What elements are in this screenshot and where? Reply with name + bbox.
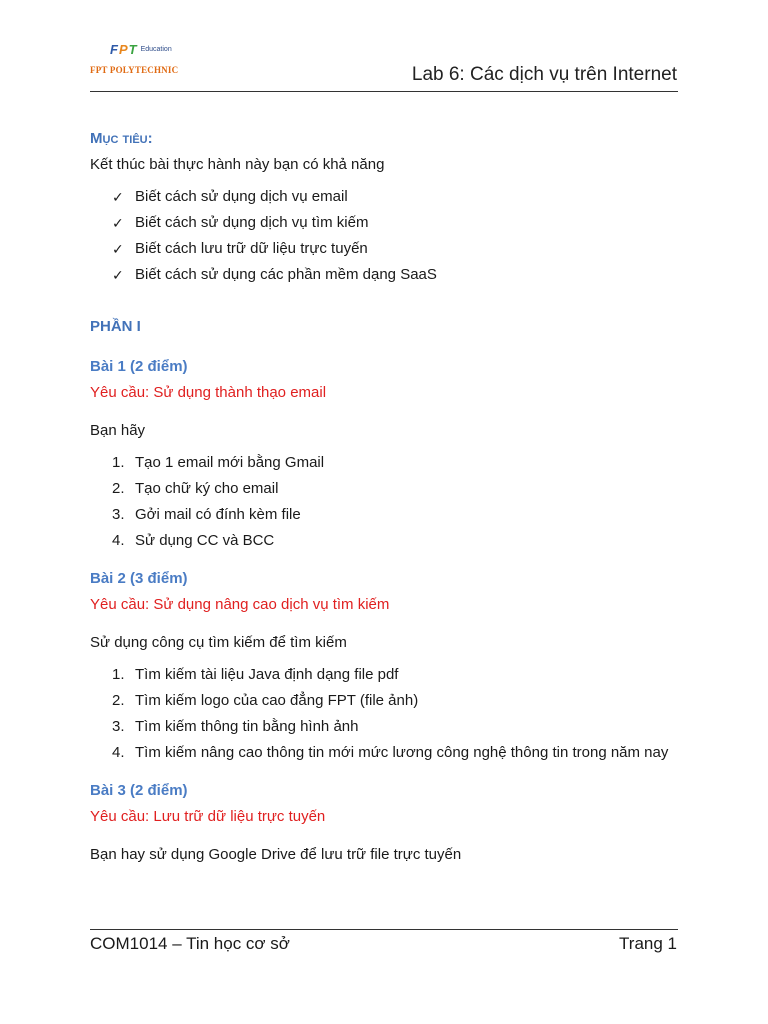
logo-name-text: FPT POLYTECHNIC [90,65,179,75]
objective-text: Biết cách sử dụng dịch vụ tìm kiếm [135,214,369,231]
logo-letter-f: F [110,42,118,57]
footer-course: COM1014 – Tin học cơ sở [90,934,290,953]
list-item [112,262,677,288]
document-body [90,126,677,868]
list-item: 4. Sử dụng CC và BCC [112,532,275,549]
check-icon: ✓ [112,215,124,231]
step-text: Tìm kiếm nâng cao thông tin mới mức lương công nghệ thông tin trong năm nay [135,744,669,761]
check-icon: ✓ [112,267,124,283]
step-text: Gởi mail có đính kèm file [135,506,301,523]
objectives-heading: Mục tiêu: [90,130,153,147]
list-item: 2. Tìm kiếm logo của cao đẳng FPT (file ảnh) [112,692,419,709]
list-item [112,210,677,236]
check-icon: ✓ [112,241,124,257]
list-item: 1. Tạo 1 email mới bằng Gmail [112,454,325,471]
footer-divider [90,929,678,930]
step-text: Tạo chữ ký cho email [135,480,279,497]
step-text: Tìm kiếm tài liệu Java định dạng file pdf [135,666,399,683]
step-text: Tạo 1 email mới bằng Gmail [135,454,325,471]
exercise-requirement: Yêu cầu: Lưu trữ dữ liệu trực tuyến [90,808,326,825]
exercise-title: Bài 3 (2 điểm) [90,782,188,799]
exercise-requirement: Yêu cầu: Sử dụng thành thạo email [90,384,327,401]
exercise-steps [90,450,677,554]
objective-text: Biết cách lưu trữ dữ liệu trực tuyến [135,240,368,257]
exercise-title: Bài 2 (3 điểm) [90,570,188,587]
objective-text: Biết cách sử dụng dịch vụ email [135,188,348,205]
exercise-intro: Bạn hay sử dụng Google Drive để lưu trữ file trực tuyến [90,846,462,863]
exercise-requirement: Yêu cầu: Sử dụng nâng cao dịch vụ tìm kiếm [90,596,390,613]
list-item: 4. Tìm kiếm nâng cao thông tin mới mức lương công nghệ thông tin trong năm nay [112,744,669,761]
list-item: 3. Gởi mail có đính kèm file [112,506,301,523]
step-text: Sử dụng CC và BCC [135,532,275,549]
footer-page-number: Trang 1 [619,934,677,953]
list-item: 1. Tìm kiếm tài liệu Java định dạng file pdf [112,666,399,683]
exercise-intro: Sử dụng công cụ tìm kiếm để tìm kiếm [90,634,347,651]
exercise-title: Bài 1 (2 điểm) [90,358,188,375]
exercise-intro: Bạn hãy [90,422,146,439]
header-divider [90,91,678,92]
part-title: PHẦN I [90,318,141,335]
list-item: 3. Tìm kiếm thông tin bằng hình ảnh [112,718,359,735]
fpt-logo-mark [110,42,172,57]
list-item [112,236,677,262]
list-item: 2. Tạo chữ ký cho email [112,480,279,497]
objective-text: Biết cách sử dụng các phần mềm dạng SaaS [135,266,437,283]
exercise-steps [90,662,677,766]
objectives-list [90,184,677,288]
step-text: Tìm kiếm logo của cao đẳng FPT (file ảnh) [135,692,419,709]
logo-letter-t: T [128,42,137,57]
list-item [112,184,677,210]
objectives-intro: Kết thúc bài thực hành này bạn có khả năng [90,156,385,173]
fpt-polytechnic-logo [90,42,210,78]
step-text: Tìm kiếm thông tin bằng hình ảnh [135,718,359,735]
logo-education-text: Education [140,46,172,53]
check-icon: ✓ [112,189,124,205]
logo-letter-p: P [118,42,128,57]
page-title: Lab 6: Các dịch vụ trên Internet [411,64,677,85]
